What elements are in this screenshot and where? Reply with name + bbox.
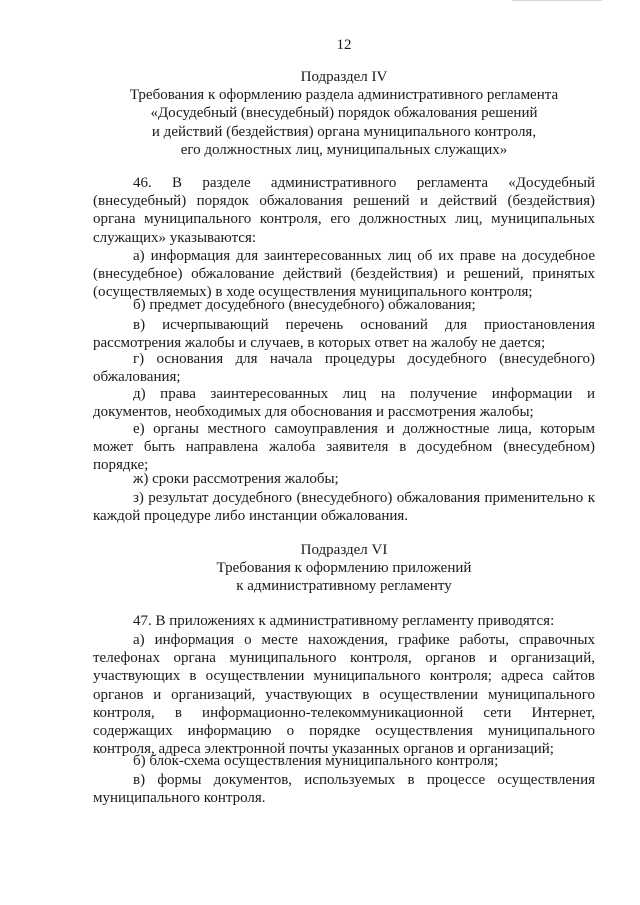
text-line: обжалования; (93, 369, 181, 386)
item-46-zh (93, 470, 595, 488)
text-line: (осуществляемых) в ходе осуществления муниципального контроля; (93, 284, 533, 301)
text-line: рассмотрения жалобы и случаев, в которых ответ на жалобу не дается; (93, 335, 546, 352)
item-46-intro (93, 174, 595, 247)
item-47-v (93, 771, 595, 807)
section-iv-title: Подраздел IV (300, 69, 388, 85)
text-line: может быть направлена жалоба заявителя в досудебном (внесудебном) (93, 439, 595, 456)
item-46-b (93, 296, 595, 314)
item-47-a (93, 631, 595, 758)
text-line: органов и организаций, участвующих в осуществлении муниципального (93, 686, 595, 703)
section-vi-line: Требования к оформлению приложений (216, 560, 472, 577)
text-line: ж) сроки рассмотрения жалобы; (133, 471, 339, 487)
text-line: (внесудебное) обжалование действий (бездействия) и решений, принятых (93, 266, 595, 283)
item-46-e (93, 420, 595, 475)
text-line: г) основания для начала процедуры досудебного (внесудебного) (133, 351, 595, 367)
item-46-g (93, 350, 595, 386)
text-line: документов, необходимых для обоснования и рассмотрения жалобы; (93, 404, 534, 421)
text-line: телефонах органа муниципального контроля, органов и организаций, (93, 650, 595, 667)
page-number: 12 (336, 37, 352, 53)
item-46-d (93, 385, 595, 421)
section-iv-line: «Досудебный (внесудебный) порядок обжалования решений (150, 105, 538, 122)
text-line: в) формы документов, используемых в процессе осуществления (133, 772, 595, 788)
text-line: служащих» указываются: (93, 229, 257, 246)
scan-edge-artifact (512, 0, 602, 4)
text-line: д) права заинтересованных лиц на получение информации и (133, 386, 595, 402)
section-iv-line: и действий (бездействия) органа муниципального контроля, (151, 123, 537, 140)
item-46-a (93, 247, 595, 302)
item-47-intro (93, 612, 595, 630)
text-line: (внесудебный) порядок обжалования решений и действий (бездействия) (93, 193, 595, 210)
section-vi-title: Подраздел VI (300, 542, 388, 558)
text-line: б) предмет досудебного (внесудебного) обжалования; (133, 297, 476, 313)
text-line: 46. В разделе административного регламента «Досудебный (133, 175, 595, 191)
section-vi-line: к административному регламенту (236, 578, 452, 595)
section-iv-heading (93, 68, 595, 159)
section-iv-line: его должностных лиц, муниципальных служащих» (180, 141, 508, 158)
section-vi-heading (93, 541, 595, 596)
item-47-b (93, 752, 595, 770)
text-line: а) информация для заинтересованных лиц об их праве на досудебное (133, 248, 595, 264)
text-line: б) блок-схема осуществления муниципального контроля; (133, 753, 499, 769)
text-line: порядке; (93, 457, 149, 474)
section-iv-line: Требования к оформлению раздела административного регламента (129, 87, 559, 104)
text-line: каждой процедуре либо инстанции обжалования. (93, 508, 409, 525)
text-line: участвующих в осуществлении муниципального контроля; адреса сайтов (93, 668, 595, 685)
text-line: з) результат досудебного (внесудебного) обжалования применительно к (133, 490, 595, 506)
text-line: органа муниципального контроля, его должностных лиц, муниципальных (93, 211, 595, 228)
text-line: контроля, адреса электронной почты указанных органов и организаций; (93, 741, 554, 758)
text-line: муниципального контроля. (93, 790, 266, 807)
text-line: содержащих информацию о порядке осуществления муниципального (93, 723, 595, 740)
text-line: 47. В приложениях к административному регламенту приводятся: (133, 613, 555, 629)
item-46-v (93, 316, 595, 352)
item-46-z (93, 489, 595, 525)
text-line: контроля, в информационно-телекоммуникационной сети Интернет, (93, 704, 595, 721)
text-line: а) информация о месте нахождения, графике работы, справочных (133, 632, 595, 648)
text-line: е) органы местного самоуправления и должностные лица, которым (133, 421, 595, 437)
text-line: в) исчерпывающий перечень оснований для приостановления (133, 317, 595, 333)
